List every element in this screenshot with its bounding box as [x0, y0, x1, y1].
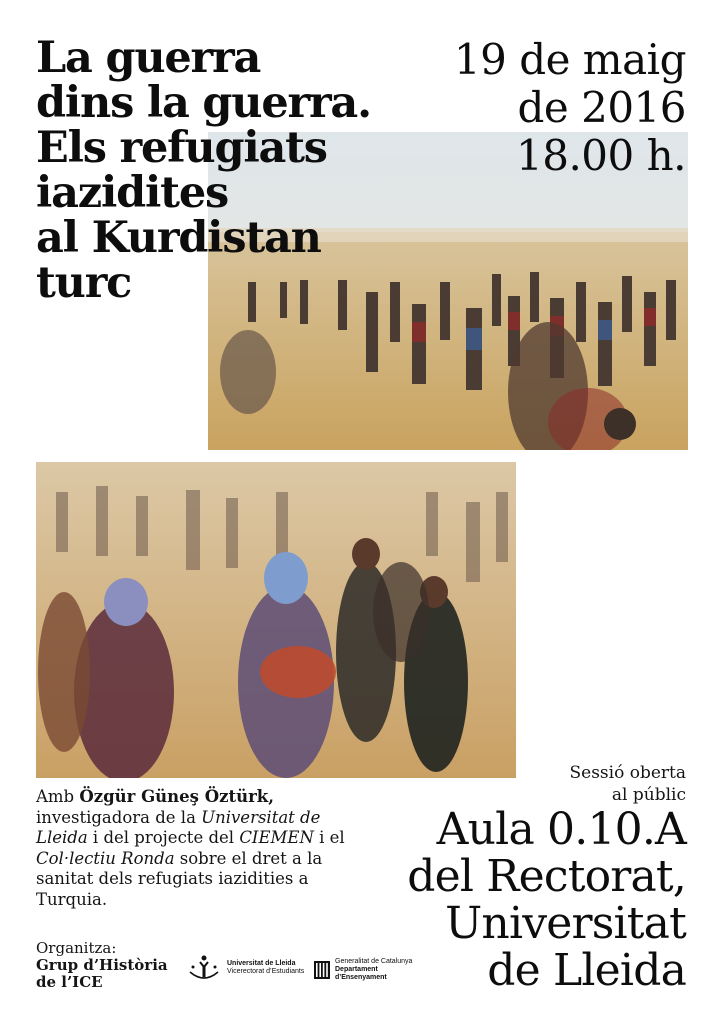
title-line: turc	[36, 258, 132, 308]
venue-line: de Lleida	[487, 945, 686, 996]
udl-logo-name: Universitat de Lleida	[227, 960, 296, 967]
generalitat-dept: Departament	[335, 966, 378, 973]
title-line: al Kurdistan	[36, 213, 321, 263]
generalitat-logo	[314, 958, 412, 982]
institution-name: CIEMEN	[239, 828, 314, 847]
desc-text: sobre el dret a la sanitat dels refugiats iazidities a Turquia.	[36, 848, 323, 909]
udl-emblem-icon	[186, 954, 222, 982]
session-note	[569, 762, 686, 806]
desc-text: i el	[313, 828, 345, 847]
generalitat-dept: d’Ensenyament	[335, 974, 387, 981]
udl-logo-sub: Vicerectorat d’Estudiants	[227, 968, 305, 975]
desc-text: investigadora de la	[36, 807, 202, 827]
session-line: al públic	[611, 785, 686, 805]
event-venue	[407, 806, 686, 994]
organizer-block	[36, 940, 186, 991]
poster-title	[36, 33, 416, 308]
title-line: La guerra	[36, 33, 261, 83]
venue-line: Aula 0.10.A	[436, 804, 686, 855]
title-line: dins la guerra.	[36, 78, 371, 128]
refugees-photo-bottom	[36, 462, 516, 778]
date-line: de 2016	[517, 83, 686, 132]
title-line: Els refugiats	[36, 123, 327, 173]
organizer-label: Organitza:	[36, 939, 117, 957]
institution-name: Col·lectiu Ronda	[36, 848, 175, 868]
organizer-name: Grup d’Història de l’ICE	[36, 956, 168, 991]
desc-text: i del projecte del	[87, 828, 240, 847]
generalitat-name: Generalitat de Catalunya	[335, 958, 413, 965]
title-line: iazidites	[36, 168, 228, 218]
date-line: 18.00 h.	[516, 131, 686, 180]
speaker-name: Özgür Güneş Öztürk,	[79, 787, 274, 806]
venue-line: Universitat	[445, 898, 686, 949]
venue-line: del Rectorat,	[407, 851, 686, 902]
event-date	[426, 36, 686, 180]
institution-name: Universitat de Lleida	[36, 807, 321, 847]
desc-prefix: Amb	[36, 787, 80, 806]
event-description	[36, 787, 366, 910]
udl-logo	[186, 954, 304, 982]
session-line: Sessió oberta	[569, 763, 686, 783]
date-line: 19 de maig	[453, 35, 686, 84]
generalitat-bars-icon	[314, 961, 330, 979]
